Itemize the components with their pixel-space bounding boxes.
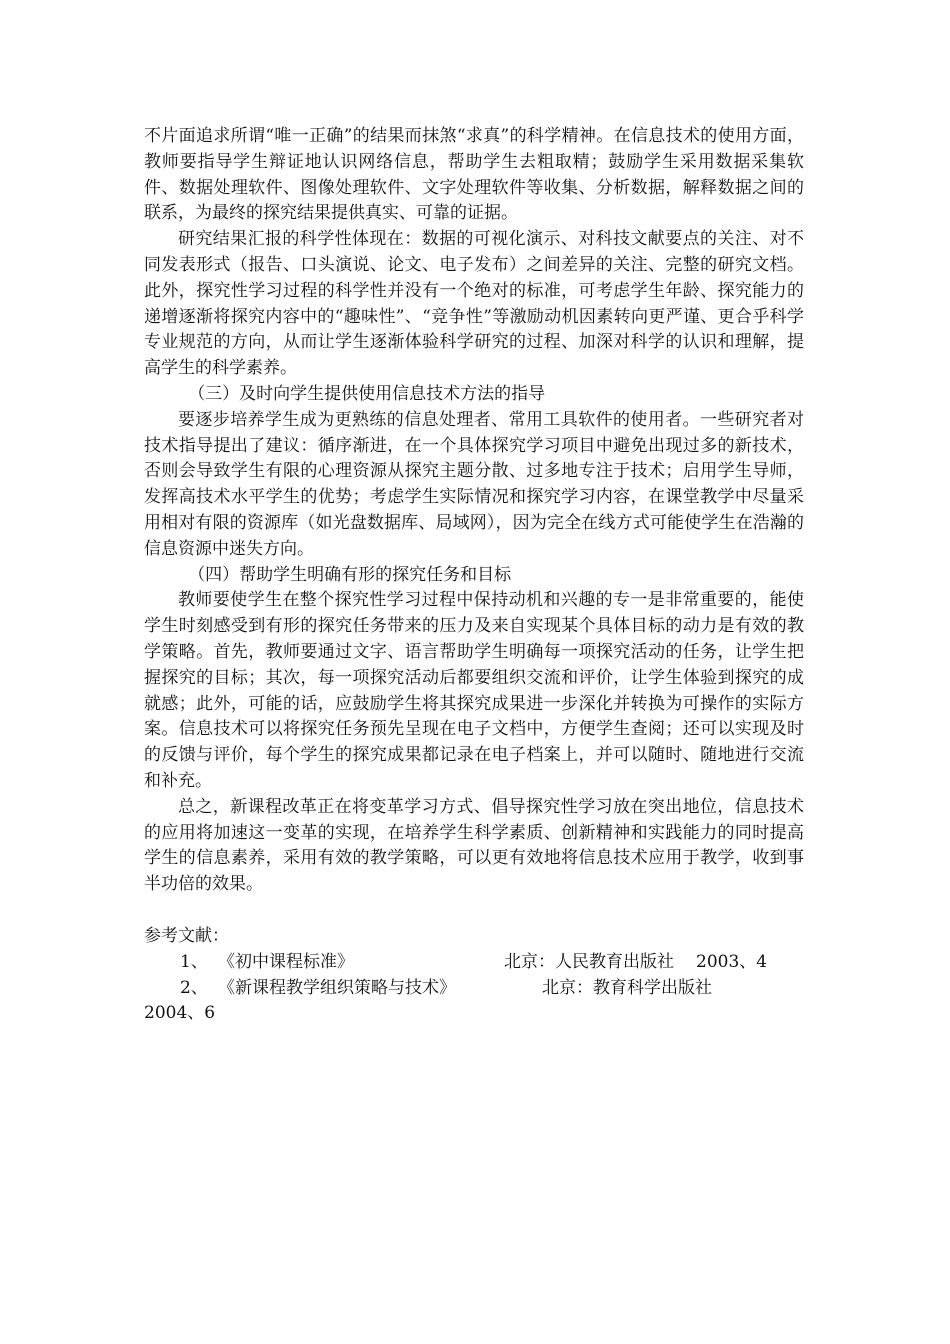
- reference-publisher: 北京：教育科学出版社: [542, 977, 712, 998]
- references-heading: 参考文献：: [144, 925, 229, 946]
- reference-number: 2、: [180, 977, 208, 998]
- paragraph-information-tech-use: 不片面追求所谓“唯一正确”的结果而抹煞“求真”的科学精神。在信息技术的使用方面，教师要指导学生辩证地认识网络信息，帮助学生去粗取精；鼓励学生采用数据采集软件、数据处理软件、图像处理软件、文字处理软件等收集、分析数据，解释数据之间的联系，为最终的探究结果提供真实、可靠的证据。: [144, 126, 804, 224]
- reference-number: 1、: [180, 951, 208, 972]
- section-heading-4: （四）帮助学生明确有形的探究任务和目标: [188, 564, 512, 585]
- reference-title: 《初中课程标准》: [218, 951, 354, 972]
- reference-date: 2003、4: [696, 951, 768, 972]
- reference-publisher: 北京：人民教育出版社: [504, 951, 674, 972]
- paragraph-research-report: 研究结果汇报的科学性体现在：数据的可视化演示、对科技文献要点的关注、对不同发表形式（报告、口头演说、论文、电子发布）之间差异的关注、完整的研究文档。此外，探究性学习过程的科学性并没有一个绝对的标准，可考虑学生年龄、探究能力的递增逐渐将探究内容中的“趣味性”、“竞争性”等激励动机因素转向更严谨、更合乎科学专业规范的方向，从而让学生逐渐体验科学研究的过程、加深对科学的认识和理解，提高学生的科学素养。: [144, 229, 804, 379]
- paragraph-tasks-goals: 教师要使学生在整个探究性学习过程中保持动机和兴趣的专一是非常重要的，能使学生时刻感受到有形的探究任务带来的压力及来自实现某个具体目标的动力是有效的教学策略。首先，教师要通过文字、语言帮助学生明确每一项探究活动的任务，让学生把握探究的目标；其次，每一项探究活动后都要组织交流和评价，让学生体验到探究的成就感；此外，可能的话，应鼓励学生将其探究成果进一步深化并转换为可操作的实际方案。信息技术可以将探究任务预先呈现在电子文档中，方便学生查阅；还可以实现及时的反馈与评价，每个学生的探究成果都记录在电子档案上，并可以随时、随地进行交流和补充。: [144, 590, 804, 791]
- reference-item: [144, 976, 804, 1002]
- reference-date: 2004、6: [144, 1003, 216, 1024]
- section-heading-3: （三）及时向学生提供使用信息技术方法的指导: [188, 383, 546, 404]
- paragraph-conclusion: 总之，新课程改革正在将变革学习方式、倡导探究性学习放在突出地位，信息技术的应用将加速这一变革的实现，在培养学生科学素质、创新精神和实践能力的同时提高学生的信息素养，采用有效的教学策略，可以更有效地将信息技术应用于教学，收到事半功倍的效果。: [144, 796, 804, 895]
- reference-title: 《新课程教学组织策略与技术》: [218, 977, 456, 998]
- document-page: [144, 124, 804, 1027]
- paragraph-tech-guidance: 要逐步培养学生成为更熟练的信息处理者、常用工具软件的使用者。一些研究者对技术指导提出了建议：循序渐进，在一个具体探究学习项目中避免出现过多的新技术，否则会导致学生有限的心理资源从探究主题分散、过多地专注于技术；启用学生导师，发挥高技术水平学生的优势；考虑学生实际情况和探究学习内容，在课堂教学中尽量采用相对有限的资源库（如光盘数据库、局域网），因为完全在线方式可能使学生在浩瀚的信息资源中迷失方向。: [144, 409, 804, 559]
- reference-item: [144, 950, 804, 976]
